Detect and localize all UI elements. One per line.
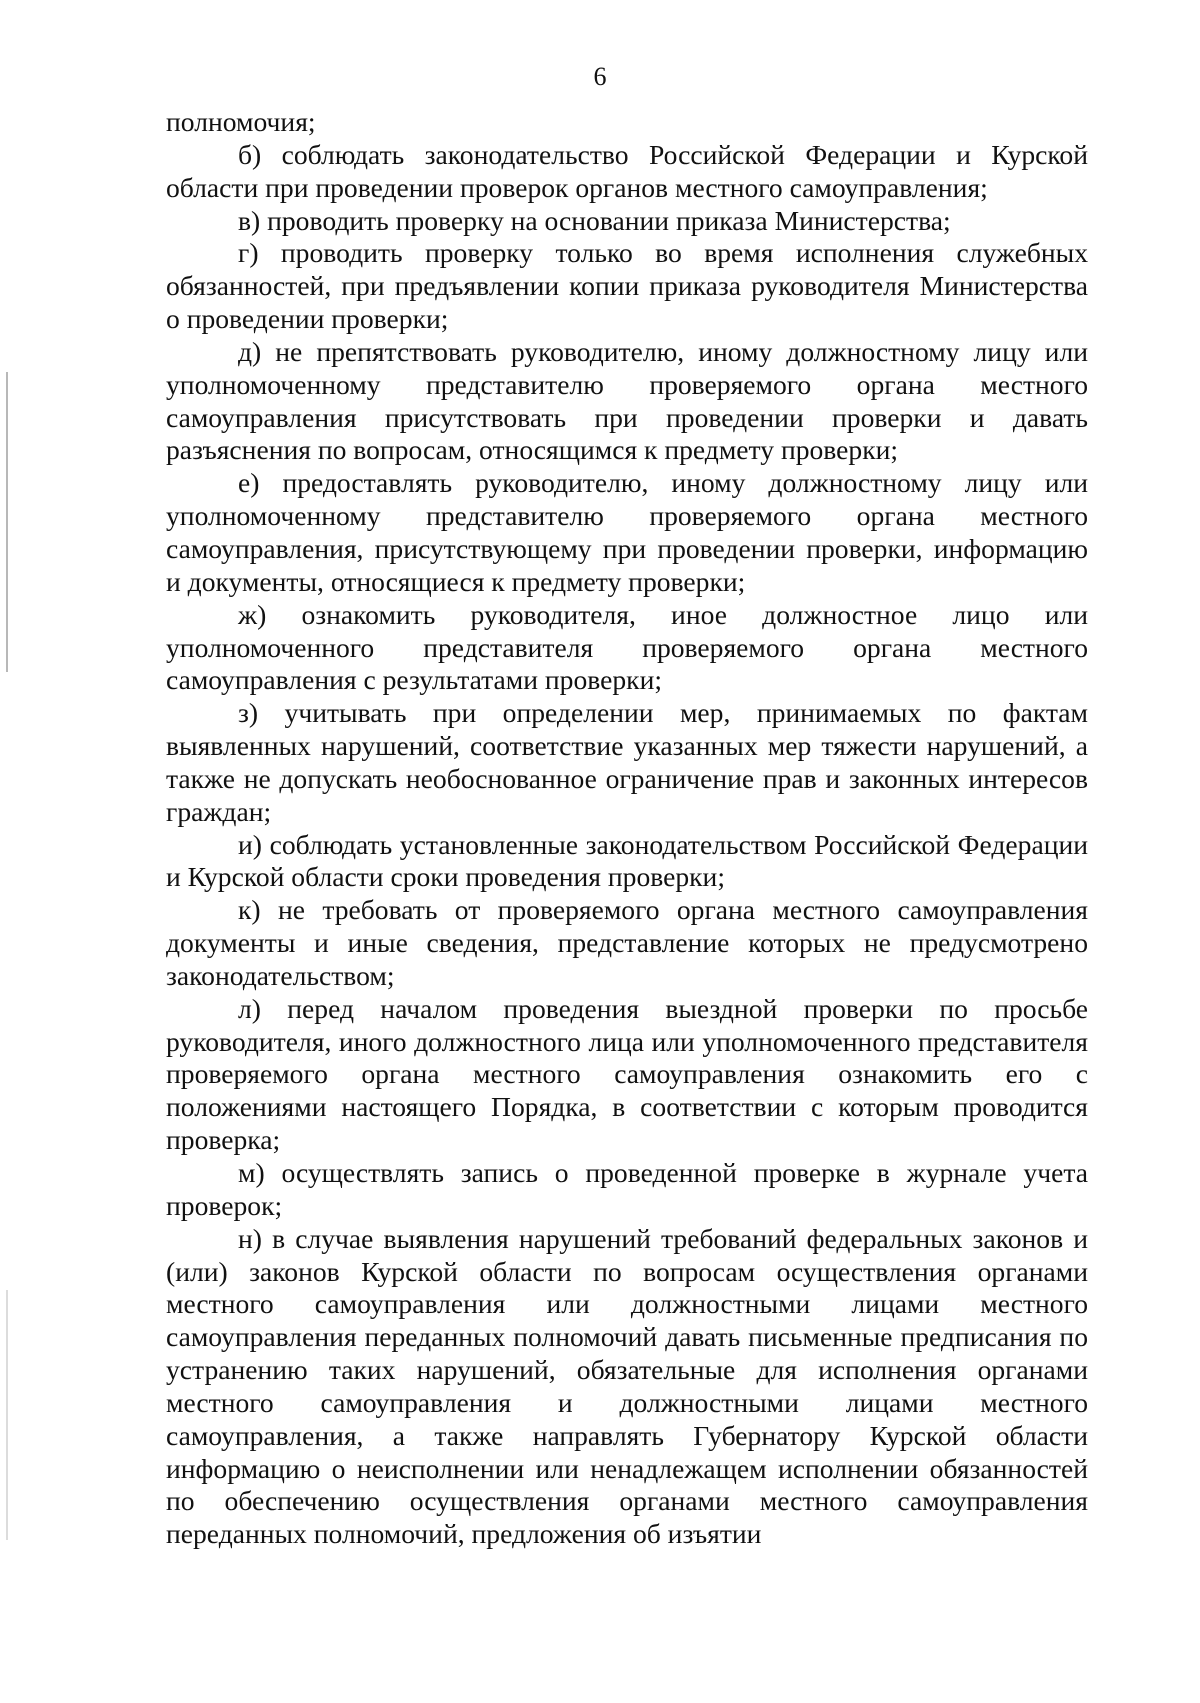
paragraph: и) соблюдать установленные законодательством Российской Федерации и Курской области сроки проведения проверки; <box>166 828 1088 893</box>
paragraph: ж) ознакомить руководителя, иное должностное лицо или уполномоченного представителя проверяемого органа местного самоуправления с результатами проверки; <box>166 598 1088 696</box>
scan-edge-mark <box>6 372 8 672</box>
paragraph: г) проводить проверку только во время исполнения служебных обязанностей, при предъявлении копии приказа руководителя Министерства о проведении проверки; <box>166 237 1088 335</box>
paragraph: к) не требовать от проверяемого органа местного самоуправления документы и иные сведения, представление которых не предусмотрено законодательством; <box>166 894 1088 991</box>
scan-edge-mark <box>6 1290 8 1540</box>
paragraph: н) в случае выявления нарушений требований федеральных законов и (или) законов Курской области по вопросам осуществления органами местного самоуправления или должностными лицами местного самоуправления переданных полномочий давать письменные предписания по устранению таких нарушений, обязательные для исполнения органами местного самоуправления и должностными лицами местного самоуправления, а также направлять Губернатору Курской области информацию о неисполнении или ненадлежащем исполнении обязанностей по обеспечению осуществления органами местного самоуправления переданных полномочий, предложения об изъятии <box>166 1222 1088 1550</box>
document-body <box>166 106 1088 1551</box>
page-number: 6 <box>593 62 607 91</box>
paragraph: полномочия; <box>166 106 316 137</box>
paragraph: е) предоставлять руководителю, иному должностному лицу или уполномоченному представителю проверяемого органа местного самоуправления, присутствующему при проведении проверки, информацию и документы, относящиеся к предмету проверки; <box>166 467 1088 597</box>
paragraph: в) проводить проверку на основании приказа Министерства; <box>238 204 951 236</box>
paragraph: л) перед началом проведения выездной проверки по просьбе руководителя, иного должностного лица или уполномоченного представителя проверяемого органа местного самоуправления ознакомить его с положениями настоящего Порядка, в соответствии с которым проводится проверка; <box>166 992 1088 1156</box>
paragraph: б) соблюдать законодательство Российской Федерации и Курской области при проведении проверок органов местного самоуправления; <box>166 138 1088 203</box>
paragraph: д) не препятствовать руководителю, иному должностному лицу или уполномоченному представителю проверяемого органа местного самоуправления присутствовать при проведении проверки и давать разъяснения по вопросам, относящимся к предмету проверки; <box>166 335 1088 466</box>
paragraph: м) осуществлять запись о проведенной проверке в журнале учета проверок; <box>166 1157 1088 1221</box>
paragraph: з) учитывать при определении мер, принимаемых по фактам выявленных нарушений, соответствие указанных мер тяжести нарушений, а также не допускать необоснованное ограничение прав и законных интересов граждан; <box>166 697 1088 827</box>
